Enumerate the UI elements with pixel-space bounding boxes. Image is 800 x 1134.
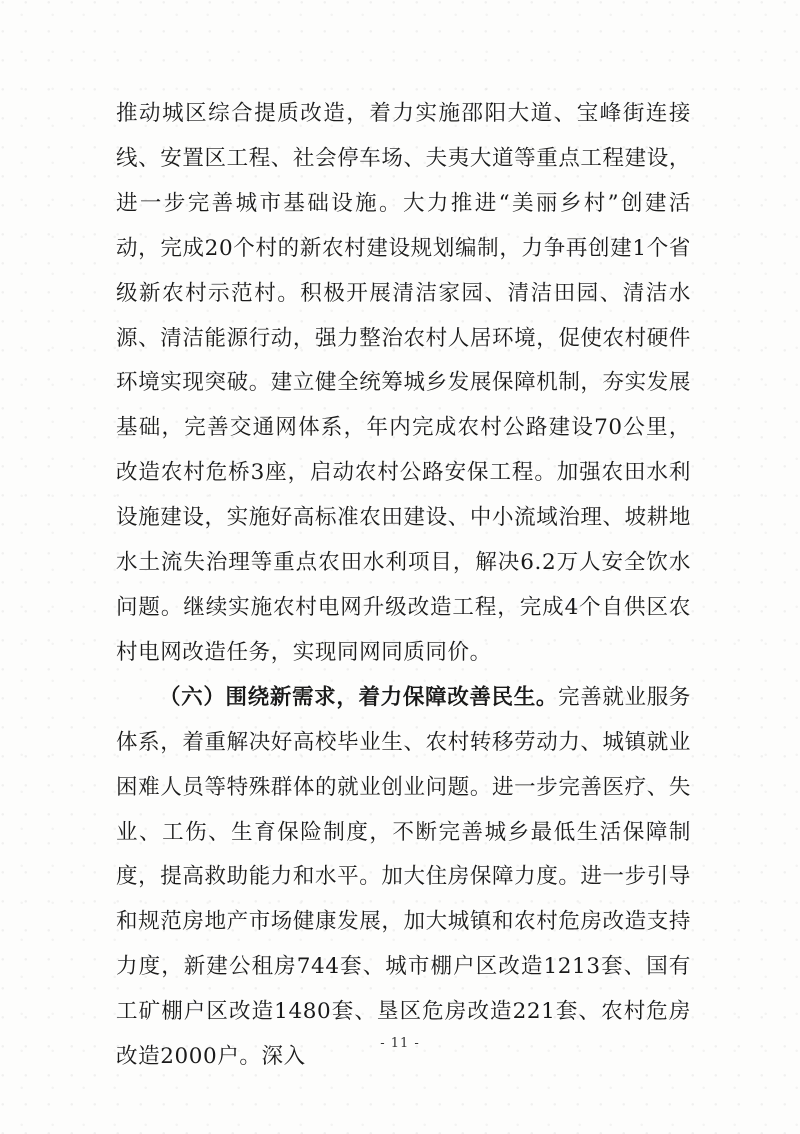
paragraph-1: 推动城区综合提质改造，着力实施邵阳大道、宝峰街连接线、安置区工程、社会停车场、夫夷大道等重点工程建设，进一步完善城市基础设施。大力推进“美丽乡村”创建活动，完成20个村的新农村建设规划编制，力争再创建1个省级新农村示范村。积极开展清洁家园、清洁田园、清洁水源、清洁能源行动，强力整治农村人居环境，促使农村硬件环境实现突破。建立健全统筹城乡发展保障机制，夯实发展基础，完善交通网体系，年内完成农村公路建设70公里，改造农村危桥3座，启动农村公路安保工程。加强农田水利设施建设，实施好高标准农田建设、中小流域治理、坡耕地水土流失治理等重点农田水利项目，解决6.2万人安全饮水问题。继续实施农村电网升级改造工程，完成4个自供区农村电网改造任务，实现同网同质同价。 (116, 101, 691, 665)
page-number: - 11 - (380, 1036, 420, 1051)
document-body (116, 92, 691, 1080)
paragraph-2-body: 完善就业服务体系，着重解决好高校毕业生、农村转移劳动力、城镇就业困难人员等特殊群体的就业创业问题。进一步完善医疗、失业、工伤、生育保险制度，不断完善城乡最低生活保障制度，提高救助能力和水平。加大住房保障力度。进一步引导和规范房地产市场健康发展，加大城镇和农村危房改造支持力度，新建公租房744套、城市棚户区改造1213套、国有工矿棚户区改造1480套、垦区危房改造221套、农村危房改造2000户。深入 (116, 684, 691, 1070)
section-heading: （六）围绕新需求，着力保障改善民生。 (159, 684, 559, 710)
paragraph-2 (116, 676, 691, 1080)
